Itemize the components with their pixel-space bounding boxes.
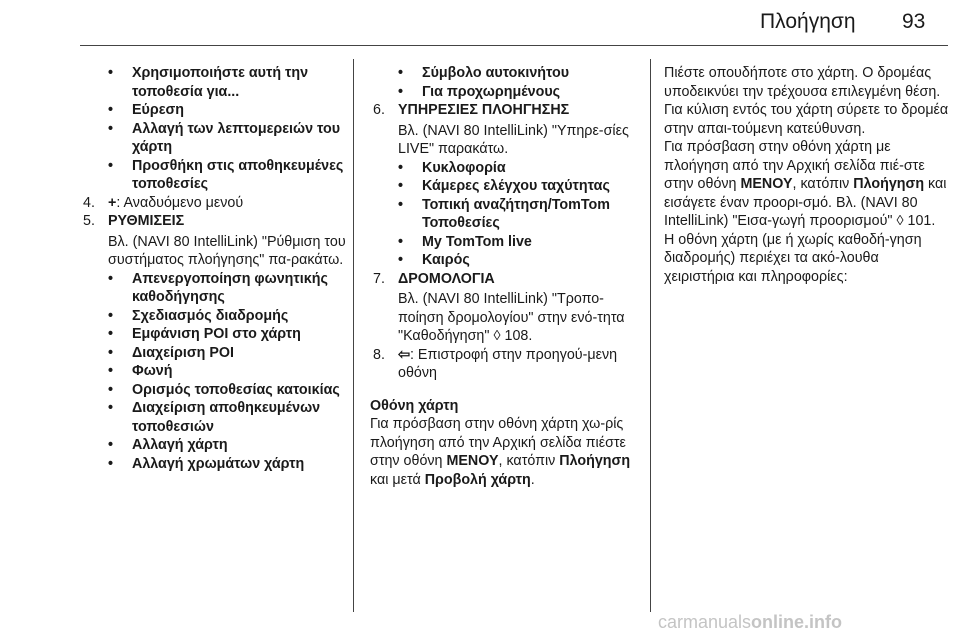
item-number: 8.	[373, 346, 385, 363]
list-item: • Φωνή	[80, 362, 348, 381]
item-number: 7.	[373, 270, 385, 287]
navigation-term: Πλοήγηση	[853, 176, 925, 192]
column-divider-1	[353, 59, 354, 612]
paragraph-text: Για πρόσβαση στην οθόνη χάρτη χω-ρίς πλοήγηση από την Αρχική σελίδα πιέστε στην οθόνη	[370, 416, 626, 469]
bullet-list-services	[370, 159, 642, 270]
list-item: • Αλλαγή χρωμάτων χάρτη	[80, 455, 348, 474]
bullet-list-location	[80, 64, 348, 194]
numbered-item-5	[80, 212, 348, 231]
item-6-description: Βλ. (NAVI 80 IntelliLink) "Υπηρε-σίες LIVE" παρακάτω.	[398, 122, 629, 157]
menu-term: ΜΕΝΟΥ	[740, 176, 793, 192]
paragraph	[664, 138, 950, 231]
list-item: • Σχεδιασμός διαδρομής	[80, 307, 348, 326]
section-heading: Οθόνη χάρτη	[370, 397, 459, 414]
item-title: ΡΥΘΜΙΣΕΙΣ	[108, 213, 185, 229]
list-item: • Αλλαγή των λεπτομερειών του χάρτη	[80, 120, 348, 157]
page-reference-link[interactable]: ◊ 108.	[493, 328, 533, 344]
item-number: 6.	[373, 102, 385, 118]
list-item: • Προσθήκη στις αποθηκευμένες τοποθεσίες	[80, 157, 348, 194]
paragraph-text: , κατόπιν	[792, 176, 850, 192]
paragraph-text: .	[530, 471, 535, 488]
list-item: • Εμφάνιση POI στο χάρτη	[80, 325, 348, 344]
header-rule	[80, 45, 948, 46]
item-title: ΔΡΟΜΟΛΟΓΙΑ	[398, 270, 495, 287]
item-7-body: Βλ. (NAVI 80 IntelliLink) "Τροπο-ποίηση δρομολογίου" στην ενό-τητα "Καθοδήγηση"	[398, 291, 625, 344]
list-item: • Ορισμός τοποθεσίας κατοικίας	[80, 381, 348, 400]
item-text: : Αναδυόμενο μενού	[116, 194, 244, 211]
numbered-item-4	[80, 194, 348, 213]
menu-term: ΜΕΝΟΥ	[446, 453, 499, 469]
list-item: • Διαχείριση POI	[80, 344, 348, 363]
list-item: • Σύμβολο αυτοκινήτου	[370, 64, 642, 83]
list-item: • Καιρός	[370, 251, 642, 270]
column-3	[664, 64, 950, 286]
bullet-list-vehicle	[370, 64, 642, 101]
list-item: • Διαχείριση αποθηκευμένων τοποθεσιών	[80, 399, 348, 436]
list-item: • Για προχωρημένους	[370, 83, 642, 102]
map-view-term: Προβολή χάρτη	[424, 471, 531, 488]
paragraph: Πιέστε οπουδήποτε στο χάρτη. Ο δρομέας υποδεικνύει την τρέχουσα επιλεγμένη θέση. Για κύλιση εντός του χάρτη σύρετε το δρομέα στην απαι-τούμενη κατεύθυνση.	[664, 65, 949, 137]
paragraph-text: , κατόπιν	[498, 453, 556, 469]
watermark-prefix: carmanuals	[658, 612, 752, 632]
numbered-item-7	[370, 270, 642, 289]
list-item: • Αλλαγή χάρτη	[80, 436, 348, 455]
list-item: • Κάμερες ελέγχου ταχύτητας	[370, 177, 642, 196]
paragraph: Η οθόνη χάρτη (με ή χωρίς καθοδή-γηση διαδρομής) περιέχει τα ακό-λουθα χειριστήρια και πληροφορίες:	[664, 231, 922, 285]
list-item: • Τοπική αναζήτηση/TomTom Τοποθεσίες	[370, 196, 642, 233]
list-item: • Κυκλοφορία	[370, 159, 642, 178]
watermark-suffix: online.info	[751, 612, 843, 632]
item-7-description	[370, 290, 642, 346]
map-screen-paragraph	[370, 415, 642, 489]
numbered-item-6	[370, 101, 642, 120]
page-header-title: Πλοήγηση	[760, 10, 856, 33]
column-divider-2	[650, 59, 651, 612]
paragraph-text: και εισάγετε έναν προορι-σμό. Βλ. (NAVI 80 IntelliLink) "Εισα-γωγή προορισμού"	[664, 176, 947, 229]
column-1	[80, 64, 348, 473]
page-reference-link[interactable]: ◊ 101.	[896, 213, 936, 229]
paragraph-text: Για πρόσβαση στην οθόνη χάρτη με πλοήγηση από την Αρχική σελίδα πιέ-στε στην οθόνη	[664, 139, 925, 192]
item-5-description: Βλ. (NAVI 80 IntelliLink) "Ρύθμιση του συστήματος πλοήγησης" πα-ρακάτω.	[108, 233, 346, 268]
bullet-list-settings	[80, 270, 348, 474]
item-text: : Επιστροφή στην προηγού-μενη οθόνη	[398, 346, 618, 381]
list-item: • Εύρεση	[80, 101, 348, 120]
page-number: 93	[902, 10, 926, 33]
plus-icon: +	[108, 194, 117, 211]
back-arrow-icon: ⇦	[398, 346, 410, 363]
list-item: • Απενεργοποίηση φωνητικής καθοδήγησης	[80, 270, 348, 307]
list-item: • My TomTom live	[370, 233, 642, 252]
item-number: 4.	[83, 194, 95, 211]
item-title: ΥΠΗΡΕΣΙΕΣ ΠΛΟΗΓΗΣΗΣ	[398, 102, 570, 118]
column-2	[370, 64, 642, 489]
numbered-item-8	[370, 346, 642, 383]
item-number: 5.	[83, 213, 95, 229]
paragraph-text: και μετά	[370, 471, 425, 488]
navigation-term: Πλοήγηση	[559, 453, 631, 469]
list-item: • Χρησιμοποιήστε αυτή την τοποθεσία για...	[80, 64, 348, 101]
watermark	[658, 612, 842, 633]
